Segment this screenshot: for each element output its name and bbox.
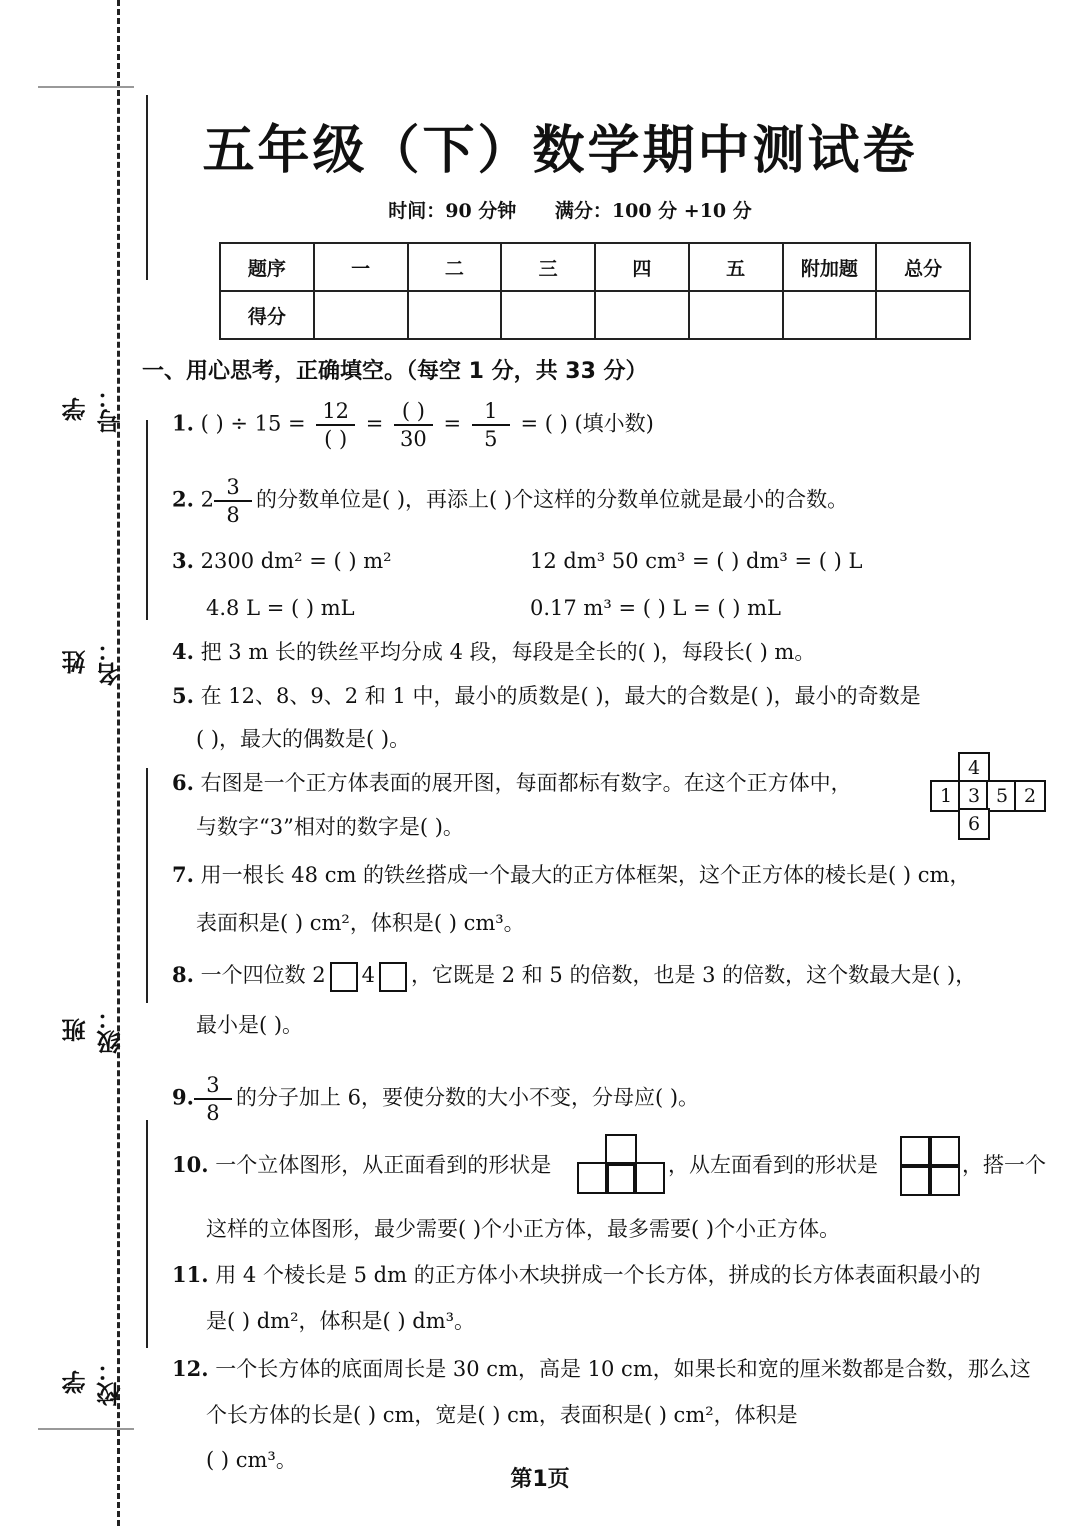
full-score: 满分：100 分 +10 分 bbox=[554, 200, 752, 222]
student-id-label: 学号： bbox=[62, 385, 125, 433]
question-9 bbox=[172, 1072, 699, 1126]
net-cell: 2 bbox=[1014, 780, 1046, 812]
section-1-heading: 一、用心思考，正确填空。（每空 1 分，共 33 分） bbox=[142, 359, 648, 384]
digit-box[interactable] bbox=[330, 962, 358, 992]
q7-line1: 用一根长 48 cm 的铁丝搭成一个最大的正方体框架，这个正方体的棱长是( ) cm， bbox=[200, 863, 971, 887]
score-header-cell: 四 bbox=[595, 243, 689, 291]
school-line bbox=[146, 1120, 148, 1348]
question-11 bbox=[172, 1260, 981, 1290]
question-number: 11. bbox=[172, 1262, 209, 1287]
score-entry-cell[interactable] bbox=[783, 291, 877, 339]
denominator: 30 bbox=[400, 427, 427, 451]
school-field[interactable] bbox=[58, 1120, 125, 1406]
q12-line1: 一个长方体的底面周长是 30 cm，高是 10 cm，如果长和宽的厘米数都是合数，那么这 bbox=[215, 1357, 1031, 1381]
name-label: 姓名： bbox=[62, 638, 125, 686]
page-number: 第1页 bbox=[510, 1467, 570, 1492]
q1-part-a: ( ) ÷ 15 = bbox=[200, 411, 306, 436]
numerator: 3 bbox=[194, 1072, 232, 1100]
net-cell: 1 bbox=[930, 780, 962, 812]
question-11-line2: 是( ) dm²，体积是( ) dm³。 bbox=[206, 1309, 476, 1333]
question-8-line2: 最小是( )。 bbox=[196, 1013, 304, 1037]
numerator: 12 bbox=[316, 398, 355, 426]
question-1 bbox=[172, 398, 654, 452]
score-entry-cell[interactable] bbox=[876, 291, 970, 339]
score-table-header-row bbox=[220, 243, 970, 291]
name-line bbox=[146, 420, 148, 620]
question-12-line2: 个长方体的长是( ) cm，宽是( ) cm，表面积是( ) cm²，体积是 bbox=[206, 1403, 798, 1427]
numerator: 1 bbox=[472, 398, 510, 426]
student-id-line bbox=[146, 95, 148, 280]
question-3-c: 4.8 L = ( ) mL bbox=[206, 596, 355, 620]
score-header-cell: 附加题 bbox=[783, 243, 877, 291]
question-7 bbox=[172, 860, 970, 890]
question-number: 7. bbox=[172, 862, 194, 887]
score-entry-cell[interactable] bbox=[408, 291, 502, 339]
q4-text: 把 3 m 长的铁丝平均分成 4 段，每段是全长的( )，每段长( ) m。 bbox=[200, 640, 816, 664]
question-number: 10. bbox=[172, 1152, 209, 1177]
q8-part-c: ，它既是 2 和 5 的倍数，也是 3 的倍数，这个数最大是( )， bbox=[411, 963, 977, 987]
question-number: 9. bbox=[172, 1084, 194, 1110]
student-id-field[interactable] bbox=[58, 95, 125, 433]
q6-line1: 右图是一个正方体表面的展开图，每面都标有数字。在这个正方体中， bbox=[200, 771, 852, 795]
score-table-score-row bbox=[220, 291, 970, 339]
q1-end: = ( ) (填小数) bbox=[520, 411, 654, 436]
question-3-b: 12 dm³ 50 cm³ = ( ) dm³ = ( ) L bbox=[530, 549, 863, 573]
question-number: 6. bbox=[172, 770, 194, 795]
class-label: 班级： bbox=[62, 1006, 125, 1054]
q2-whole: 2 bbox=[200, 487, 214, 512]
denominator: 8 bbox=[206, 1101, 220, 1125]
question-number: 8. bbox=[172, 962, 194, 987]
question-4 bbox=[172, 637, 815, 667]
score-entry-cell[interactable] bbox=[501, 291, 595, 339]
question-number: 3. bbox=[172, 548, 194, 573]
score-header-cell: 三 bbox=[501, 243, 595, 291]
question-3-d: 0.17 m³ = ( ) L = ( ) mL bbox=[530, 596, 781, 620]
q2-fraction bbox=[214, 474, 252, 528]
equals-sign: = bbox=[443, 411, 462, 436]
numerator: ( ) bbox=[394, 398, 433, 426]
q8-part-a: 一个四位数 2 bbox=[200, 963, 326, 987]
exam-meta bbox=[260, 196, 880, 223]
margin-rule-top bbox=[38, 86, 134, 88]
question-5 bbox=[172, 681, 921, 711]
q11-line1: 用 4 个棱长是 5 dm 的正方体小木块拼成一个长方体，拼成的长方体表面积最小的 bbox=[215, 1263, 981, 1287]
question-12-line3: ( ) cm³。 bbox=[206, 1448, 297, 1472]
margin-rule-bottom bbox=[38, 1428, 134, 1430]
exam-title: 五年级（下）数学期中测试卷 bbox=[202, 121, 918, 181]
class-line bbox=[146, 768, 148, 1003]
score-header-cell: 五 bbox=[689, 243, 783, 291]
digit-box[interactable] bbox=[379, 962, 407, 992]
question-number: 4. bbox=[172, 639, 194, 664]
question-2 bbox=[172, 474, 848, 528]
class-field[interactable] bbox=[58, 768, 125, 1054]
question-10-part-c: ，搭一个 bbox=[962, 1153, 1046, 1177]
question-6 bbox=[172, 768, 852, 798]
score-header-cell: 题序 bbox=[220, 243, 314, 291]
denominator: 8 bbox=[226, 503, 240, 527]
score-entry-cell[interactable] bbox=[314, 291, 408, 339]
q2-text: 的分数单位是( )，再添上( )个这样的分数单位就是最小的合数。 bbox=[256, 487, 849, 512]
question-10-part-b: ，从左面看到的形状是 bbox=[668, 1153, 878, 1177]
question-number: 5. bbox=[172, 683, 194, 708]
score-row-label: 得分 bbox=[220, 291, 314, 339]
numerator: 3 bbox=[214, 474, 252, 502]
question-12 bbox=[172, 1354, 1031, 1384]
q9-fraction bbox=[194, 1072, 232, 1126]
question-number: 1. bbox=[172, 410, 194, 436]
score-header-cell: 总分 bbox=[876, 243, 970, 291]
denominator: 5 bbox=[484, 427, 498, 451]
view-square bbox=[633, 1162, 665, 1194]
q9-text: 的分子加上 6，要使分数的大小不变，分母应( )。 bbox=[235, 1085, 700, 1110]
q10-part-a: 一个立体图形，从正面看到的形状是 bbox=[215, 1153, 552, 1177]
question-3 bbox=[172, 546, 392, 576]
net-cell-bottom: 6 bbox=[958, 808, 990, 840]
q3-part-a: 2300 dm² = ( ) m² bbox=[200, 549, 392, 573]
score-entry-cell[interactable] bbox=[689, 291, 783, 339]
score-entry-cell[interactable] bbox=[595, 291, 689, 339]
net-cell: 3 bbox=[958, 780, 990, 812]
score-table bbox=[219, 242, 971, 340]
question-10-line2: 这样的立体图形，最少需要( )个小正方体，最多需要( )个小正方体。 bbox=[206, 1217, 841, 1241]
q5-line1: 在 12、8、9、2 和 1 中，最小的质数是( )，最大的合数是( )，最小的奇数是 bbox=[200, 684, 921, 708]
question-8 bbox=[172, 960, 976, 992]
name-field[interactable] bbox=[58, 420, 125, 686]
score-header-cell: 二 bbox=[408, 243, 502, 291]
net-cell: 5 bbox=[986, 780, 1018, 812]
school-label: 学校： bbox=[62, 1358, 125, 1406]
denominator: ( ) bbox=[324, 427, 348, 451]
equals-sign: = bbox=[365, 411, 384, 436]
question-6-line2: 与数字“3”相对的数字是( )。 bbox=[196, 815, 464, 839]
question-7-line2: 表面积是( ) cm²，体积是( ) cm³。 bbox=[196, 911, 525, 935]
q1-fraction-2 bbox=[394, 398, 433, 452]
net-cell-top: 4 bbox=[958, 752, 990, 784]
q8-part-b: 4 bbox=[361, 963, 376, 987]
view-square bbox=[928, 1164, 960, 1196]
time-limit: 时间：90 分钟 bbox=[388, 200, 517, 222]
question-number: 2. bbox=[172, 486, 194, 512]
score-header-cell: 一 bbox=[314, 243, 408, 291]
question-5-line2: ( )，最大的偶数是( )。 bbox=[196, 727, 411, 751]
q1-fraction-1 bbox=[316, 398, 355, 452]
q1-fraction-3 bbox=[472, 398, 510, 452]
question-10 bbox=[172, 1150, 551, 1180]
question-number: 12. bbox=[172, 1356, 209, 1381]
